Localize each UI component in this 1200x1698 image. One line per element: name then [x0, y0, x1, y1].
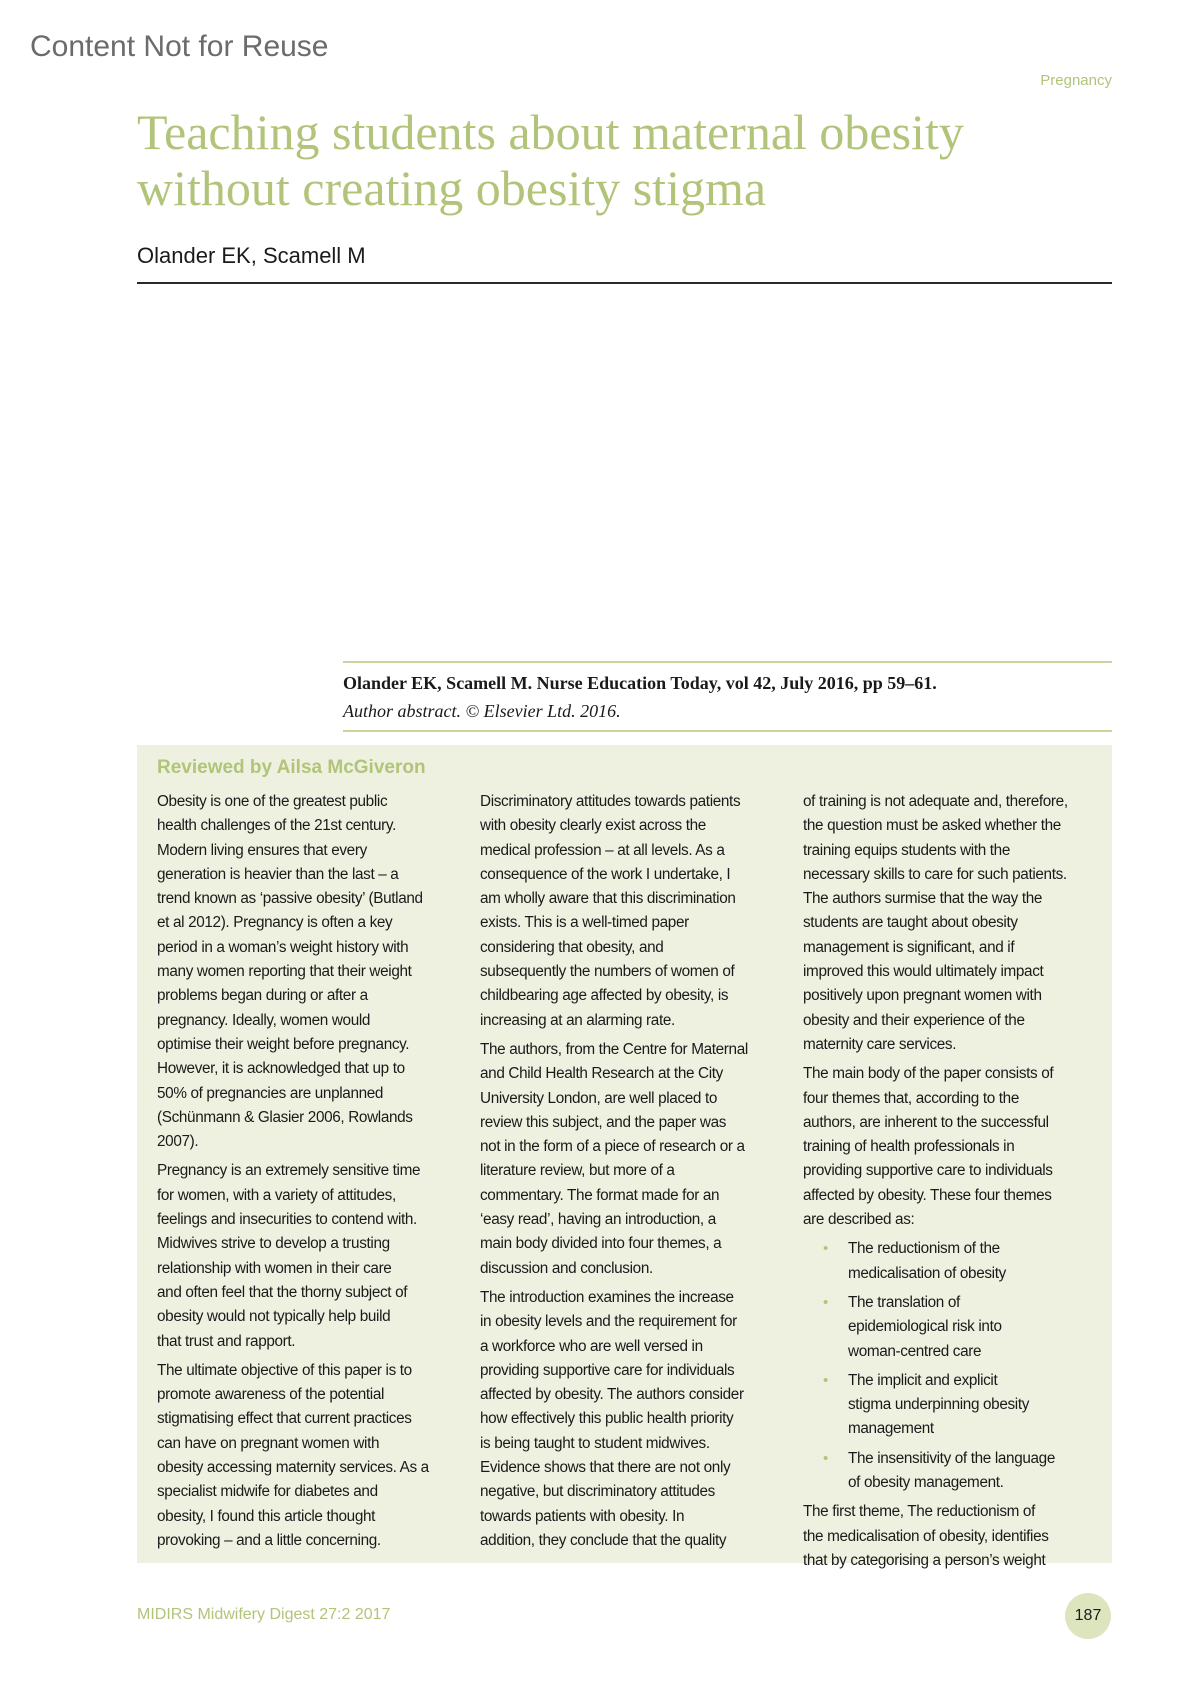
text-line: Modern living ensures that every: [157, 841, 367, 859]
text-line: authors, are inherent to the successful: [803, 1113, 1049, 1131]
bullet-icon: •: [823, 1240, 828, 1258]
divider: [137, 282, 1112, 284]
text-line: training equips students with the: [803, 841, 1010, 859]
text-line: et al 2012). Pregnancy is often a key: [157, 914, 393, 932]
text-line: management: [848, 1420, 934, 1438]
text-line: review this subject, and the paper was: [480, 1113, 727, 1131]
text-line: specialist midwife for diabetes and: [157, 1483, 378, 1501]
text-line: trend known as ‘passive obesity’ (Butland: [157, 890, 423, 908]
text-line: of training is not adequate and, therefore,: [803, 793, 1068, 810]
text-line: relationship with women in their care: [157, 1259, 392, 1277]
text-line: how effectively this public health priority: [480, 1410, 734, 1428]
text-line: medical profession – at all levels. As a: [480, 841, 725, 859]
title-line: Teaching students about maternal obesity: [137, 104, 964, 160]
body-paragraph: [803, 1062, 1105, 1232]
theme-list-item: [823, 1369, 1105, 1442]
text-line: not in the form of a piece of research or a: [480, 1138, 745, 1156]
theme-list-item: [823, 1447, 1105, 1496]
text-line: the medicalisation of obesity, identifies: [803, 1527, 1049, 1545]
text-line: can have on pregnant women with: [157, 1434, 380, 1452]
body-paragraph: [157, 790, 459, 1154]
text-line: students are taught about obesity: [803, 914, 1018, 932]
text-line: negative, but discriminatory attitudes: [480, 1483, 715, 1501]
text-line: a workforce who are well versed in: [480, 1337, 703, 1355]
text-line: affected by obesity. The authors consider: [480, 1386, 744, 1404]
text-line: feelings and insecurities to contend with.: [157, 1211, 417, 1229]
text-line: affected by obesity. These four themes: [803, 1186, 1052, 1204]
text-line: commentary. The format made for an: [480, 1186, 720, 1204]
text-line: Discriminatory attitudes towards patients: [480, 793, 741, 810]
theme-list-item: [823, 1237, 1105, 1286]
text-line: for women, with a variety of attitudes,: [157, 1186, 396, 1204]
text-line: Evidence shows that there are not only: [480, 1459, 731, 1477]
text-line: considering that obesity, and: [480, 938, 664, 956]
page-number: 187: [1065, 1593, 1111, 1639]
text-line: improved this would ultimately impact: [803, 963, 1044, 981]
text-line: promote awareness of the potential: [157, 1386, 385, 1404]
text-line: The authors, from the Centre for Maternal: [480, 1040, 748, 1058]
text-line: with obesity clearly exist across the: [480, 817, 706, 835]
text-line: of obesity management.: [848, 1474, 1004, 1492]
text-line: that by categorising a person’s weight: [803, 1551, 1046, 1569]
text-line: University London, are well placed to: [480, 1089, 718, 1107]
text-line: medicalisation of obesity: [848, 1264, 1006, 1282]
text-line: The reductionism of the: [848, 1240, 1000, 1258]
text-line: Obesity is one of the greatest public: [157, 793, 388, 810]
text-line: necessary skills to care for such patients.: [803, 865, 1067, 883]
text-column-3: [803, 790, 1105, 1578]
text-line: are described as:: [803, 1211, 915, 1229]
text-line: training of health professionals in: [803, 1138, 1015, 1156]
license-note: Author abstract. © Elsevier Ltd. 2016.: [343, 701, 621, 721]
text-line: The main body of the paper consists of: [803, 1065, 1054, 1083]
text-line: in obesity levels and the requirement for: [480, 1313, 737, 1331]
text-line: problems began during or after a: [157, 987, 368, 1005]
text-line: The implicit and explicit: [848, 1371, 998, 1389]
text-line: childbearing age affected by obesity, is: [480, 987, 729, 1005]
text-column-1: [157, 790, 459, 1558]
text-line: Midwives strive to develop a trusting: [157, 1235, 390, 1253]
text-line: stigmatising effect that current practices: [157, 1410, 412, 1428]
bullet-icon: •: [823, 1371, 828, 1389]
watermark: Content Not for Reuse: [30, 30, 329, 63]
text-line: ‘easy read’, having an introduction, a: [480, 1211, 716, 1229]
text-line: 2007).: [157, 1133, 199, 1151]
text-line: that trust and rapport.: [157, 1332, 296, 1350]
text-line: obesity would not typically help build: [157, 1308, 391, 1326]
text-line: consequence of the work I undertake, I: [480, 865, 731, 883]
text-line: pregnancy. Ideally, women would: [157, 1011, 371, 1029]
text-column-2: [480, 790, 782, 1558]
text-line: optimise their weight before pregnancy.: [157, 1035, 410, 1053]
text-line: The authors surmise that the way the: [803, 890, 1043, 908]
journal-footer: MIDIRS Midwifery Digest 27:2 2017: [137, 1606, 391, 1623]
text-line: providing supportive care to individuals: [803, 1162, 1053, 1180]
text-line: discussion and conclusion.: [480, 1259, 653, 1277]
body-paragraph: [803, 790, 1105, 1057]
text-line: am wholly aware that this discrimination: [480, 890, 736, 908]
text-line: The first theme, The reductionism of: [803, 1503, 1035, 1521]
body-paragraph: [480, 1286, 782, 1553]
text-line: obesity and their experience of the: [803, 1011, 1025, 1029]
text-line: towards patients with obesity. In: [480, 1507, 685, 1525]
text-line: health challenges of the 21st century.: [157, 817, 396, 835]
citation-box: [343, 661, 1112, 732]
text-line: (Schünmann & Glasier 2006, Rowlands: [157, 1108, 413, 1126]
body-paragraph: [480, 1038, 782, 1281]
text-line: many women reporting that their weight: [157, 963, 412, 981]
text-line: providing supportive care for individuals: [480, 1361, 735, 1379]
text-line: provoking – and a little concerning.: [157, 1531, 381, 1549]
text-line: increasing at an alarming rate.: [480, 1011, 675, 1029]
text-line: The introduction examines the increase: [480, 1288, 734, 1306]
text-line: generation is heavier than the last – a: [157, 865, 399, 883]
text-line: literature review, but more of a: [480, 1162, 675, 1180]
text-line: the question must be asked whether the: [803, 817, 1061, 835]
text-line: management is significant, and if: [803, 938, 1015, 956]
text-line: and Child Health Research at the City: [480, 1065, 723, 1083]
theme-list-item: [823, 1291, 1105, 1364]
text-line: The translation of: [848, 1293, 960, 1311]
text-line: epidemiological risk into: [848, 1318, 1002, 1336]
body-paragraph: [157, 1159, 459, 1353]
text-line: obesity, I found this article thought: [157, 1507, 376, 1525]
text-line: 50% of pregnancies are unplanned: [157, 1084, 384, 1102]
text-line: positively upon pregnant women with: [803, 987, 1042, 1005]
text-line: woman-centred care: [848, 1342, 982, 1360]
body-paragraph: [157, 1359, 459, 1553]
body-paragraph: [803, 1500, 1105, 1573]
text-line: exists. This is a well-timed paper: [480, 914, 689, 932]
text-line: The ultimate objective of this paper is to: [157, 1361, 412, 1379]
text-line: stigma underpinning obesity: [848, 1396, 1030, 1414]
section-tag: Pregnancy: [1040, 72, 1112, 89]
text-line: addition, they conclude that the quality: [480, 1531, 727, 1549]
text-line: period in a woman’s weight history with: [157, 938, 409, 956]
text-line: subsequently the numbers of women of: [480, 963, 735, 981]
author-line: Olander EK, Scamell M: [137, 243, 366, 268]
text-line: obesity accessing maternity services. As a: [157, 1459, 429, 1477]
text-line: four themes that, according to the: [803, 1089, 1019, 1107]
bullet-icon: •: [823, 1293, 828, 1311]
title-line: without creating obesity stigma: [137, 160, 767, 216]
text-line: maternity care services.: [803, 1035, 957, 1053]
citation: Olander EK, Scamell M. Nurse Education Today, vol 42, July 2016, pp 59–61.: [343, 673, 937, 693]
text-line: main body divided into four themes, a: [480, 1235, 722, 1253]
text-line: Pregnancy is an extremely sensitive time: [157, 1162, 421, 1180]
text-line: is being taught to student midwives.: [480, 1434, 710, 1452]
review-panel: [137, 745, 1112, 1569]
body-paragraph: [480, 790, 782, 1033]
text-line: and often feel that the thorny subject of: [157, 1283, 408, 1301]
text-line: The insensitivity of the language: [848, 1449, 1055, 1467]
theme-list: [803, 1237, 1105, 1495]
bullet-icon: •: [823, 1449, 828, 1467]
reviewer-heading: Reviewed by Ailsa McGiveron: [157, 757, 426, 778]
article-title: [137, 104, 1097, 216]
text-line: However, it is acknowledged that up to: [157, 1060, 405, 1078]
